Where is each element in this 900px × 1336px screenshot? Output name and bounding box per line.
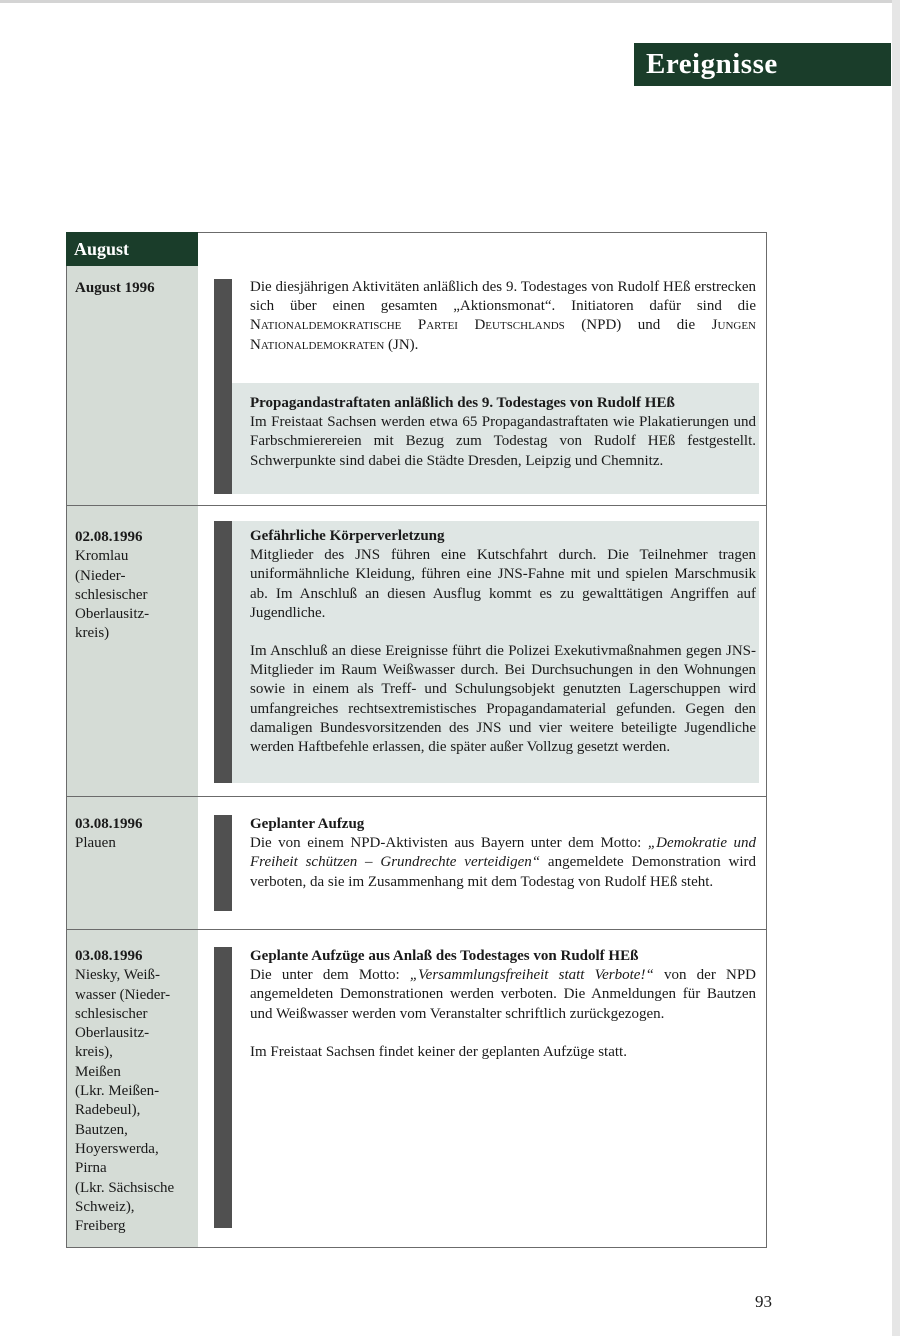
entry-place-line: Hoyerswerda, bbox=[75, 1140, 159, 1157]
entry-date-cell bbox=[75, 947, 193, 1236]
organization-name: Jungen Nationaldemokraten bbox=[250, 317, 756, 353]
page-number: 93 bbox=[755, 1292, 772, 1311]
entry-date: August 1996 bbox=[75, 280, 155, 296]
month-tab: August bbox=[66, 232, 198, 266]
entry-marker-bar bbox=[214, 521, 232, 783]
entry-place-line: (Nieder- bbox=[75, 567, 126, 584]
entry-text bbox=[250, 815, 756, 892]
motto-text: „Versammlungsfreiheit statt Verbote!“ bbox=[409, 967, 654, 984]
entry-date: 03.08.1996 bbox=[75, 948, 143, 964]
entry-date: 03.08.1996 bbox=[75, 816, 143, 832]
entry-paragraph bbox=[250, 834, 756, 892]
entry-subsection bbox=[250, 394, 756, 471]
entry-text bbox=[250, 278, 756, 355]
page-edge-shadow bbox=[892, 0, 900, 1336]
entry-text bbox=[250, 947, 756, 1062]
entry-place-line: schlesischer bbox=[75, 1005, 148, 1022]
entry-text bbox=[250, 527, 756, 757]
entry-place-line: Niesky, Weiß- bbox=[75, 967, 161, 984]
section-header: Ereignisse bbox=[634, 43, 891, 86]
entry-place-line: Schweiz), bbox=[75, 1198, 135, 1215]
text-run: Die diesjährigen Aktivitäten anläßlich des 9. Todestages von Rudolf HEß erstrecken sich über einen gesamten „Aktionsmonat“. Initiatoren dafür sind die bbox=[250, 279, 756, 315]
entry-date: 02.08.1996 bbox=[75, 529, 143, 545]
entry-place-line: Freiberg bbox=[75, 1218, 126, 1235]
entry-paragraph bbox=[250, 278, 756, 355]
row-divider bbox=[66, 505, 767, 506]
entry-place-line: Oberlausitz- bbox=[75, 1025, 150, 1042]
text-run: (JN). bbox=[384, 336, 419, 353]
entry-date-cell bbox=[75, 528, 193, 644]
text-run: angemeldete Demonstration wird verboten, da sie im Zusammenhang mit dem Todestag von Rudolf HEß steht. bbox=[250, 854, 757, 890]
entry-paragraph: Im Anschluß an diese Ereignisse führt die Polizei Exekutivmaßnahmen gegen JNS-Mitglieder im Raum Weißwasser durch. Bei Durchsuchungen in den Wohnungen sowie in einem als Treff- und Schulungsobjekt genutzten Lagerschuppen wird umfangreiches rechtsextremistisches Propagandamaterial gefunden. Gegen den damaligen Bundesvorsitzenden des JNS und vier weitere beteiligte Jugendliche werden Haftbefehle erlassen, die später außer Vollzug gesetzt werden. bbox=[250, 643, 756, 756]
text-run: (NPD) und die bbox=[564, 317, 712, 334]
entry-paragraph bbox=[250, 966, 756, 1024]
text-run: Die unter dem Motto: bbox=[250, 967, 410, 984]
motto-text: „Demokratie und Freiheit schützen – Grundrechte verteidigen“ bbox=[250, 835, 757, 871]
row-divider bbox=[66, 796, 767, 797]
entry-marker-bar bbox=[214, 815, 232, 911]
entry-place-line: (Lkr. Sächsische bbox=[75, 1179, 175, 1196]
row-divider bbox=[66, 929, 767, 930]
party-name: Nationaldemokratische Partei Deutschlands bbox=[250, 317, 565, 334]
entry-heading: Gefährliche Körperverletzung bbox=[250, 528, 445, 544]
top-rule bbox=[0, 0, 900, 3]
entry-heading: Propagandastraftaten anläßlich des 9. Todestages von Rudolf HEß bbox=[250, 395, 675, 411]
text-run: von der NPD angemeldeten Demonstrationen werden verboten. Die Anmeldungen für Bautzen und Weißwasser werden vom Veranstalter schriftlich zurückgezogen. bbox=[250, 967, 756, 1022]
entry-place-line: Pirna bbox=[75, 1160, 107, 1177]
entry-marker-bar bbox=[214, 279, 232, 494]
entry-paragraph: Im Freistaat Sachsen werden etwa 65 Propagandastraftaten wie Plakatierungen und Farbschmierereien mit Bezug zum Todestag von Rudolf HEß festgestellt. Schwerpunkte sind dabei die Städte Dresden, Leipzig und Chemnitz. bbox=[250, 414, 756, 469]
entry-date-cell bbox=[75, 279, 193, 298]
entry-paragraph: Mitglieder des JNS führen eine Kutschfahrt durch. Die Teilnehmer tragen uniformähnliche Kleidung, führen eine JNS-Fahne mit und spielen Marschmusik ab. Im Anschluß an diesen Ausflug kommt es zu gewalttätigen Angriffen auf Jugendliche. bbox=[250, 547, 756, 621]
entry-heading: Geplante Aufzüge aus Anlaß des Todestages von Rudolf HEß bbox=[250, 948, 639, 964]
entry-place-line: Kromlau bbox=[75, 548, 129, 565]
entry-place-line: Bautzen, bbox=[75, 1121, 128, 1138]
entry-place-line: wasser (Nieder- bbox=[75, 986, 171, 1003]
entry-place-line: schlesischer bbox=[75, 586, 148, 603]
entry-place-line: Meißen bbox=[75, 1063, 121, 1080]
entry-place-line: kreis), bbox=[75, 1044, 113, 1061]
entry-date-cell bbox=[75, 815, 193, 854]
entry-place-line: Radebeul), bbox=[75, 1102, 141, 1119]
entry-paragraph: Im Freistaat Sachsen findet keiner der geplanten Aufzüge statt. bbox=[250, 1043, 627, 1060]
entry-heading: Geplanter Aufzug bbox=[250, 816, 365, 832]
entry-place-line: Oberlausitz- bbox=[75, 606, 150, 623]
entry-place-line: Plauen bbox=[75, 835, 116, 852]
entry-place-line: kreis) bbox=[75, 625, 110, 642]
entry-place-line: (Lkr. Meißen- bbox=[75, 1083, 160, 1100]
entry-marker-bar bbox=[214, 947, 232, 1228]
text-run: Die von einem NPD-Aktivisten aus Bayern unter dem Motto: bbox=[250, 835, 648, 852]
